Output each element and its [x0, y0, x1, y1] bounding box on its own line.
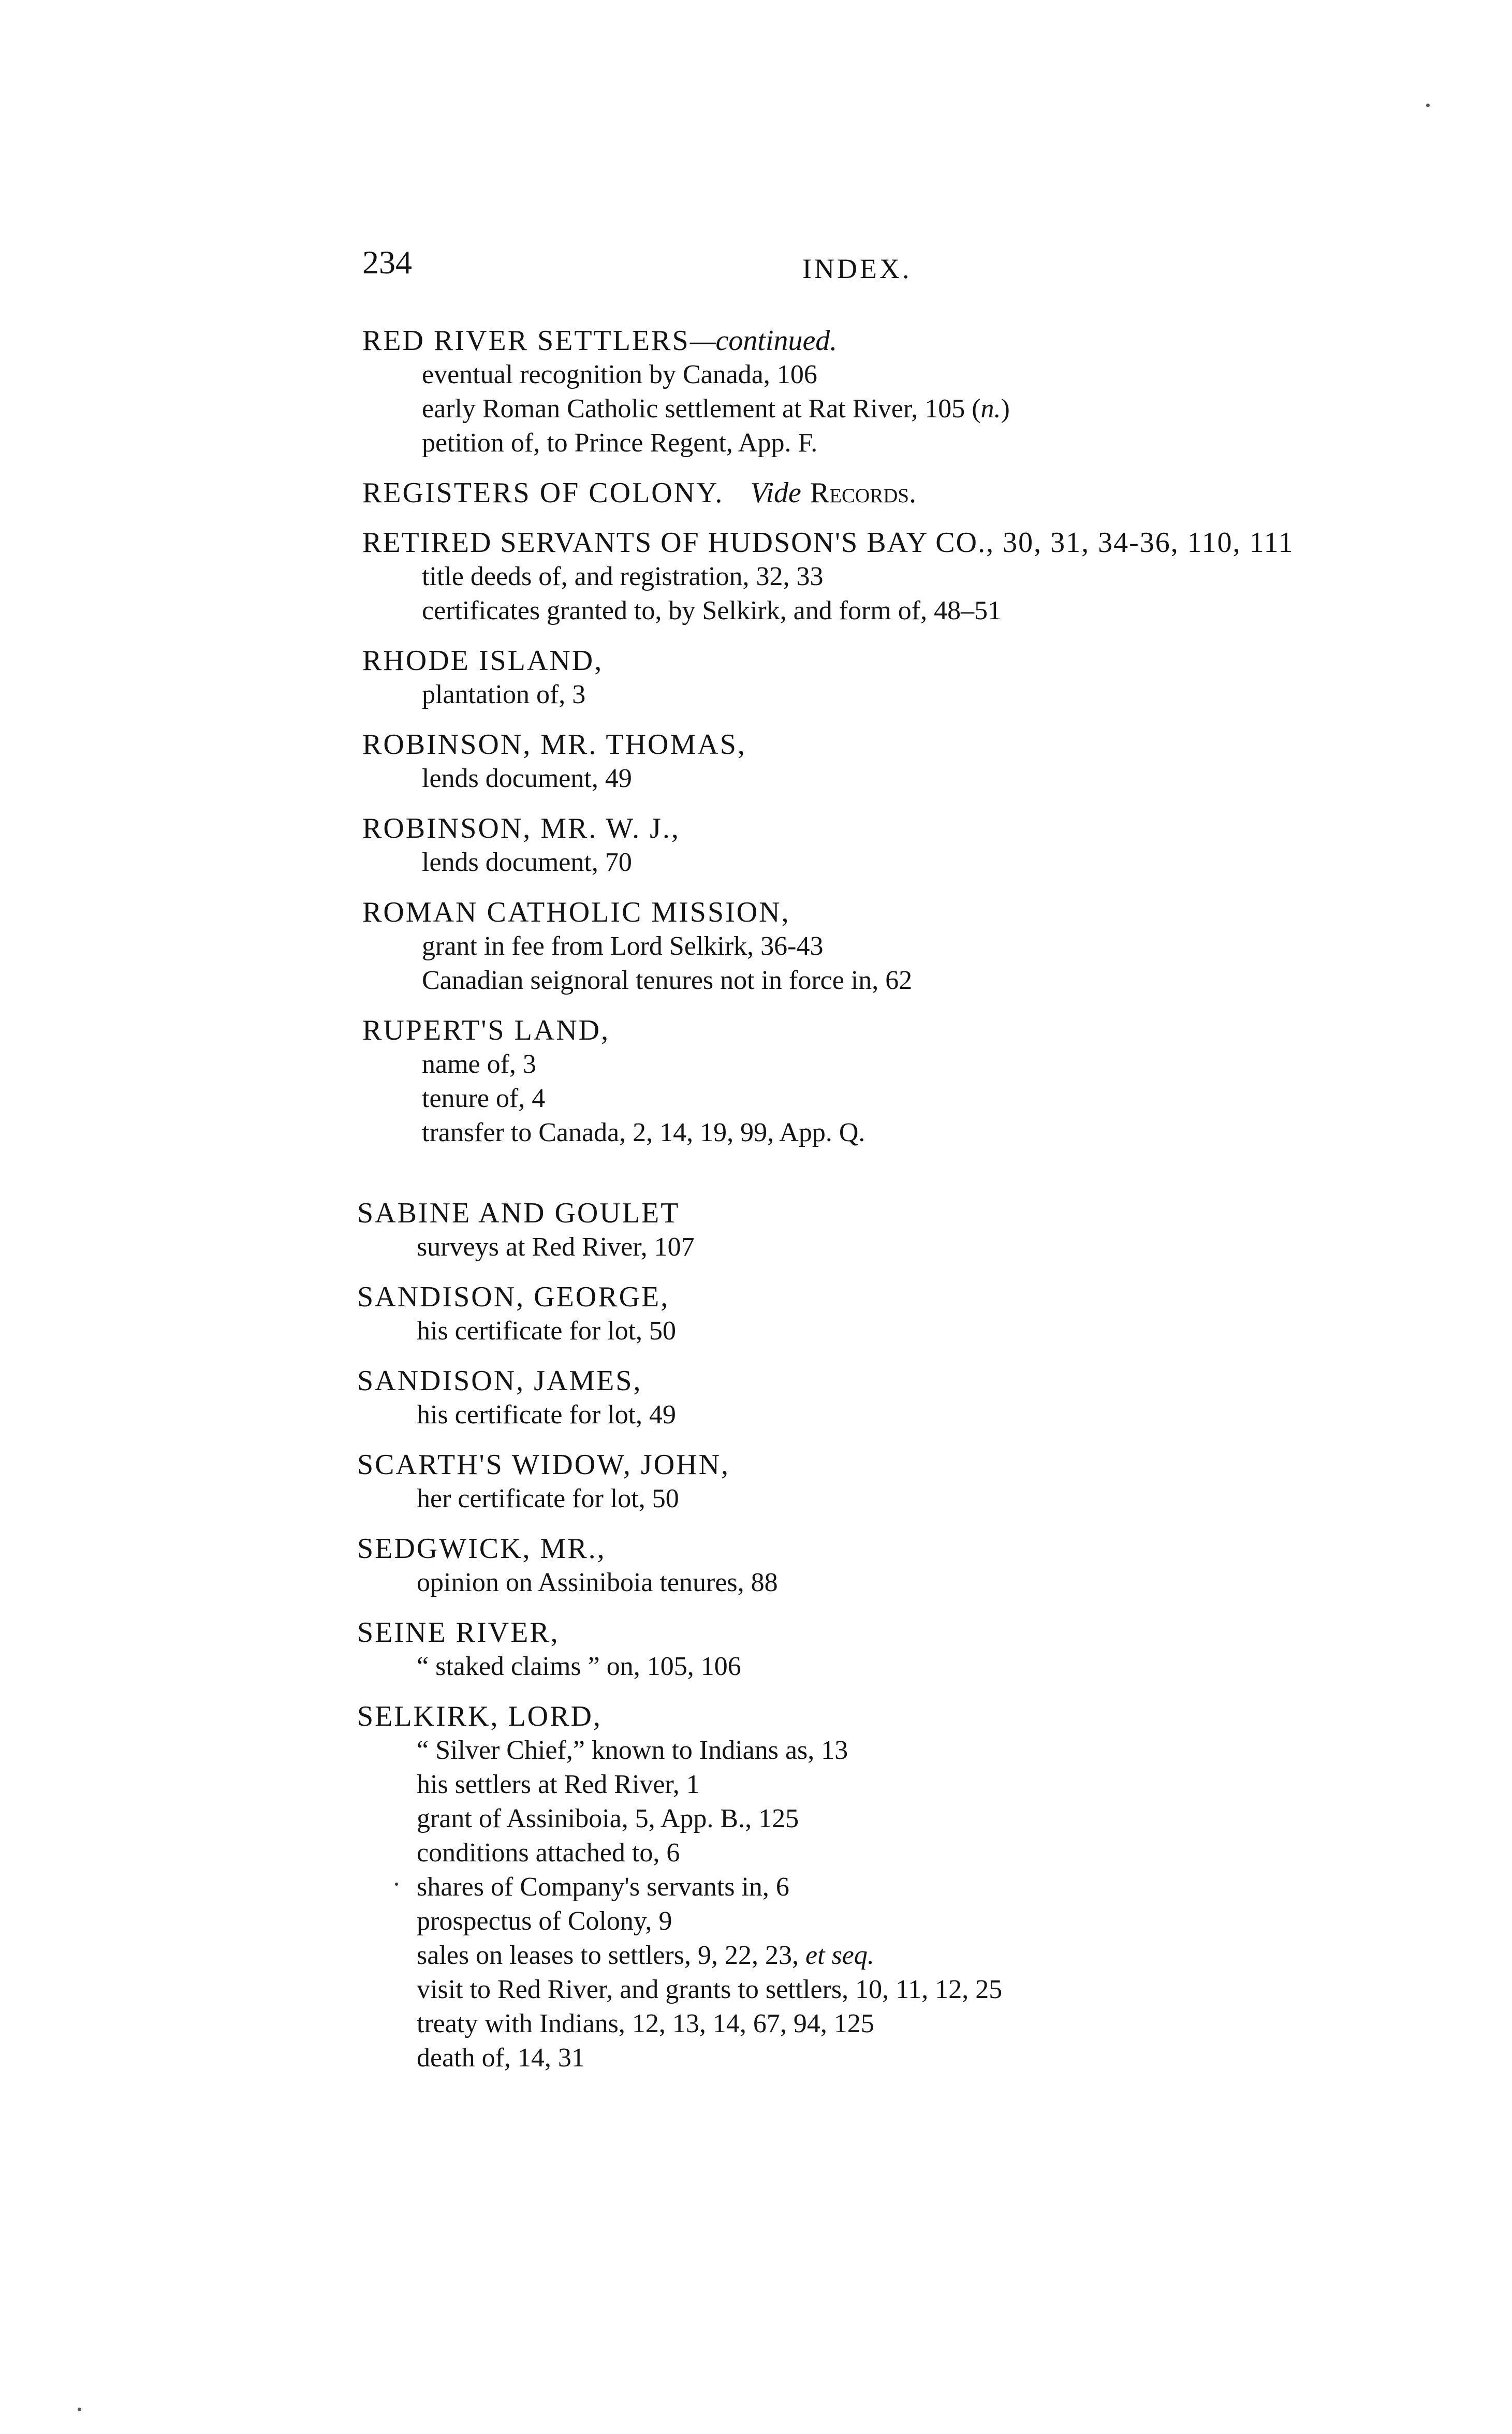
sub-entry: eventual recognition by Canada, 106	[422, 360, 817, 389]
sub-entry: name of, 3	[422, 1050, 536, 1079]
sub-entry: death of, 14, 31	[417, 2043, 585, 2073]
sub-entry: title deeds of, and registration, 32, 33	[422, 562, 824, 591]
entry-heading: SEINE RIVER,	[357, 1616, 560, 1649]
continued-label: —continued.	[689, 325, 838, 357]
sub-entry: grant of Assiniboia, 5, App. B., 125	[417, 1804, 799, 1833]
sub-entry-italic: et seq.	[805, 1941, 874, 1970]
sub-entry: shares of Company's servants in, 6	[417, 1872, 789, 1902]
print-dot	[395, 1883, 398, 1886]
index-entry	[357, 1532, 1392, 1600]
entry-heading: RETIRED SERVANTS OF HUDSON'S BAY CO., 30, 31, 34-36, 110, 111	[362, 527, 1294, 559]
entry-heading: SCARTH'S WIDOW, JOHN,	[357, 1449, 730, 1481]
sub-entry: plantation of, 3	[422, 680, 586, 709]
sub-entry: “ staked claims ” on, 105, 106	[417, 1652, 741, 1681]
sub-entry: conditions attached to, 6	[417, 1838, 680, 1868]
print-speck	[1426, 104, 1430, 107]
index-section-s	[357, 1196, 1392, 2075]
index-entry	[357, 1699, 1392, 2075]
running-head: INDEX.	[802, 253, 912, 284]
page-number: 234	[362, 244, 412, 281]
index-entry	[362, 727, 1398, 796]
vide-label: Vide	[750, 477, 801, 509]
index-entry	[362, 1013, 1398, 1150]
sub-entry	[362, 392, 1398, 426]
sub-entry: prospectus of Colony, 9	[417, 1906, 672, 1936]
index-entry	[357, 1364, 1392, 1432]
sub-entry-text: sales on leases to settlers, 9, 22, 23,	[417, 1941, 805, 1970]
sub-entry: visit to Red River, and grants to settlers, 10, 11, 12, 25	[417, 1975, 1003, 2004]
heading-text: RED RIVER SETTLERS	[362, 325, 690, 357]
index-section-r	[362, 324, 1398, 1150]
entry-heading: SANDISON, JAMES,	[357, 1365, 642, 1397]
index-entry	[357, 1280, 1392, 1348]
sub-entry: petition of, to Prince Regent, App. F.	[422, 428, 818, 458]
index-entry	[357, 1615, 1392, 1684]
sub-entry-text: early Roman Catholic settlement at Rat River, 105 (	[422, 394, 981, 424]
heading-text: REGISTERS OF COLONY.	[362, 477, 724, 509]
sub-entry: surveys at Red River, 107	[417, 1232, 695, 1262]
sub-entry: grant in fee from Lord Selkirk, 36-43	[422, 931, 824, 961]
entry-heading: RHODE ISLAND,	[362, 645, 604, 677]
sub-entry-italic: n.	[980, 394, 1001, 424]
index-entry	[362, 476, 1398, 510]
index-entry	[357, 1196, 1392, 1264]
entry-heading: SELKIRK, LORD,	[357, 1700, 602, 1732]
index-entry	[362, 526, 1398, 628]
index-entry	[362, 324, 1398, 460]
sub-entry	[357, 1939, 1392, 1973]
entry-heading	[362, 476, 1398, 510]
sub-entry: transfer to Canada, 2, 14, 19, 99, App. Q.	[422, 1118, 865, 1147]
index-entry	[362, 811, 1398, 880]
sub-entry: tenure of, 4	[422, 1084, 546, 1113]
sub-entry: lends document, 70	[422, 848, 632, 877]
entry-heading: ROBINSON, MR. THOMAS,	[362, 728, 746, 761]
print-speck	[78, 2408, 81, 2411]
entry-heading	[362, 324, 1398, 358]
entry-heading: SANDISON, GEORGE,	[357, 1281, 670, 1313]
sub-entry: lends document, 49	[422, 764, 632, 793]
sub-entry: her certificate for lot, 50	[417, 1484, 679, 1513]
sub-entry: his certificate for lot, 49	[417, 1400, 677, 1430]
sub-entry: Canadian seignoral tenures not in force in, 62	[422, 966, 913, 995]
entry-heading: ROMAN CATHOLIC MISSION,	[362, 896, 790, 928]
sub-entry: treaty with Indians, 12, 13, 14, 67, 94, 125	[417, 2009, 874, 2038]
index-entry	[362, 644, 1398, 712]
sub-entry: certificates granted to, by Selkirk, and form of, 48–51	[422, 596, 1002, 625]
sub-entry: his settlers at Red River, 1	[417, 1770, 700, 1799]
sub-entry: “ Silver Chief,” known to Indians as, 13	[417, 1736, 848, 1765]
entry-heading: RUPERT'S LAND,	[362, 1014, 610, 1046]
cross-reference: Records.	[810, 477, 917, 509]
entry-heading: SEDGWICK, MR.,	[357, 1533, 606, 1565]
entry-heading: SABINE AND GOULET	[357, 1197, 680, 1229]
entry-heading: ROBINSON, MR. W. J.,	[362, 812, 680, 844]
sub-entry: his certificate for lot, 50	[417, 1316, 677, 1346]
page-header	[362, 243, 932, 290]
index-entry	[362, 895, 1398, 998]
sub-entry-text-end: )	[1001, 394, 1010, 424]
sub-entry: opinion on Assiniboia tenures, 88	[417, 1568, 778, 1597]
index-entry	[357, 1448, 1392, 1516]
